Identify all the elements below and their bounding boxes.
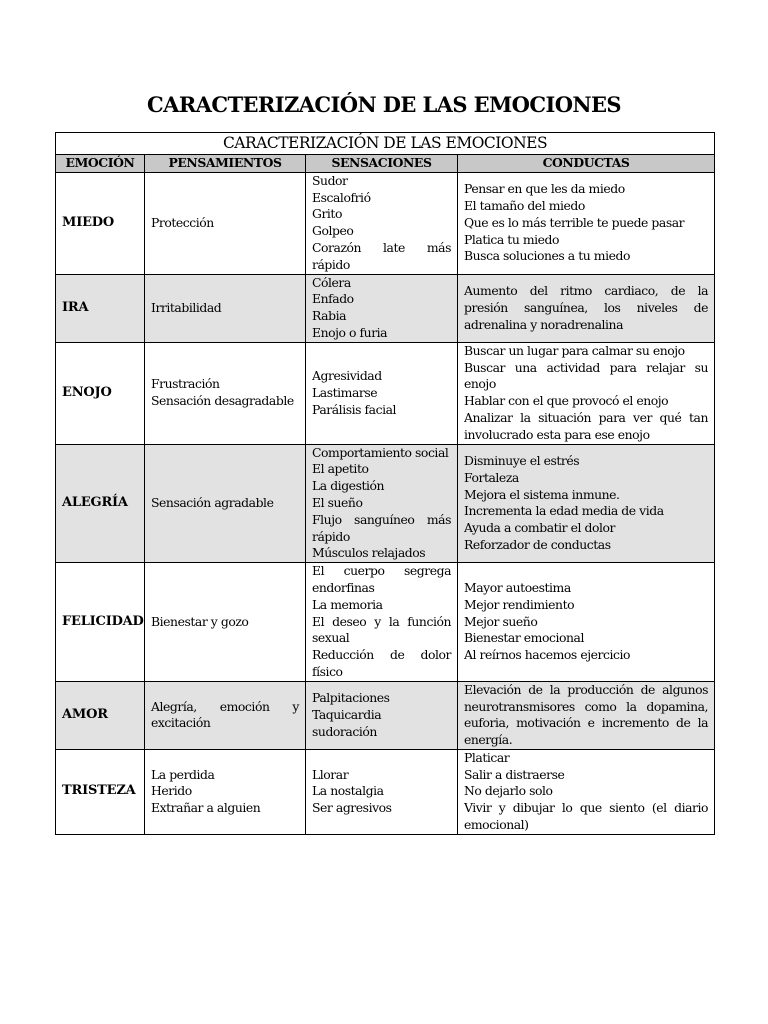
emotions-table [55, 132, 715, 835]
sensaciones-item: Flujo sanguíneo más rápido [312, 511, 451, 544]
sensaciones-cell [306, 274, 458, 342]
sensaciones-item: Lastimarse [312, 384, 378, 400]
pensamientos-cell [145, 563, 306, 682]
sensaciones-item: Enfado [312, 291, 354, 307]
sensaciones-item: El cuerpo segrega endorfinas [312, 563, 451, 595]
pensamientos-cell [145, 274, 306, 342]
sensaciones-item: Sudor [312, 172, 348, 188]
sensaciones-item: El apetito [312, 461, 369, 477]
emotion-cell: TRISTEZA [56, 749, 145, 834]
conductas-item: Que es lo más terrible te puede pasar [464, 214, 685, 230]
pensamientos-cell [145, 342, 306, 444]
emotion-cell: FELICIDAD [56, 563, 145, 682]
conductas-item: Elevación de la producción de algunos neurotransmisores como la dopamina, euforia, motivación e incremento de la energía. [464, 681, 709, 748]
sensaciones-item: El sueño [312, 494, 363, 510]
column-header-sensaciones: SENSACIONES [306, 155, 458, 173]
conductas-item: Mayor autoestima [464, 579, 571, 595]
sensaciones-item: Cólera [312, 274, 351, 290]
sensaciones-cell [306, 749, 458, 834]
pensamientos-cell [145, 172, 306, 274]
sensaciones-item: Reducción de dolor físico [312, 647, 451, 679]
conductas-cell [458, 749, 715, 834]
conductas-item: Ayuda a combatir el dolor [464, 520, 616, 536]
sensaciones-item: La memoria [312, 596, 383, 612]
table-row [56, 563, 715, 682]
sensaciones-item: El deseo y la función sexual [312, 613, 451, 646]
conductas-item: No dejarlo solo [464, 783, 553, 799]
pensamientos-item: Alegría, emoción y excitación [151, 698, 299, 731]
conductas-cell [458, 342, 715, 444]
conductas-item: Hablar con el que provocó el enojo [464, 393, 669, 409]
sensaciones-item: Parálisis facial [312, 401, 397, 417]
conductas-item: Platicar [464, 749, 510, 765]
emotion-cell: MIEDO [56, 172, 145, 274]
table-row [56, 172, 715, 274]
sensaciones-item: Escalofrió [312, 189, 371, 205]
conductas-item: Salir a distraerse [464, 766, 565, 782]
conductas-cell [458, 444, 715, 563]
table-header-row [56, 155, 715, 173]
sensaciones-item: Comportamiento social [312, 444, 449, 460]
conductas-cell [458, 274, 715, 342]
column-header-pensamientos: PENSAMIENTOS [145, 155, 306, 173]
conductas-item: Bienestar emocional [464, 630, 584, 646]
conductas-cell [458, 681, 715, 749]
conductas-item: Busca soluciones a tu miedo [464, 248, 630, 264]
conductas-item: Pensar en que les da miedo [464, 181, 625, 197]
conductas-item: Incrementa la edad media de vida [464, 503, 664, 519]
table-row [56, 342, 715, 444]
sensaciones-cell [306, 342, 458, 444]
conductas-item: Reforzador de conductas [464, 536, 611, 552]
sensaciones-item: La digestión [312, 478, 385, 494]
conductas-item: El tamaño del miedo [464, 197, 585, 213]
table-body [56, 172, 715, 834]
sensaciones-item: Enojo o furia [312, 324, 388, 340]
conductas-item: Platica tu miedo [464, 231, 560, 247]
conductas-item: Mejora el sistema inmune. [464, 486, 620, 502]
pensamientos-cell [145, 681, 306, 749]
sensaciones-item: Corazón late más rápido [312, 239, 451, 272]
conductas-item: Buscar un lugar para calmar su enojo [464, 342, 685, 358]
sensaciones-item: Ser agresivos [312, 800, 392, 816]
conductas-item: Buscar una actividad para relajar su enojo [464, 359, 709, 392]
sensaciones-cell [306, 172, 458, 274]
pensamientos-item: Sensación agradable [151, 494, 274, 510]
sensaciones-item: sudoración [312, 723, 377, 739]
emotion-cell: ALEGRÍA [56, 444, 145, 563]
pensamientos-item: Bienestar y gozo [151, 613, 249, 629]
emotion-cell: IRA [56, 274, 145, 342]
sensaciones-cell [306, 681, 458, 749]
conductas-item: Aumento del ritmo cardiaco, de la presión sanguínea, los niveles de adrenalina y noradrenalina [464, 282, 709, 332]
pensamientos-item: Irritabilidad [151, 299, 222, 315]
sensaciones-item: Músculos relajados [312, 545, 426, 561]
pensamientos-item: La perdida [151, 766, 215, 782]
emotion-cell: ENOJO [56, 342, 145, 444]
pensamientos-cell [145, 749, 306, 834]
sensaciones-cell [306, 563, 458, 682]
conductas-item: Disminuye el estrés [464, 452, 580, 468]
sensaciones-item: Agresividad [312, 367, 382, 383]
column-header-emocion: EMOCIÓN [56, 155, 145, 173]
pensamientos-item: Protección [151, 214, 214, 230]
table-caption: CARACTERIZACIÓN DE LAS EMOCIONES [56, 133, 715, 155]
pensamientos-item: Frustración [151, 376, 220, 392]
emotion-cell: AMOR [56, 681, 145, 749]
pensamientos-item: Extrañar a alguien [151, 800, 261, 816]
table-row [56, 681, 715, 749]
column-header-conductas: CONDUCTAS [458, 155, 715, 173]
conductas-item: Vivir y dibujar lo que siento (el diario emocional) [464, 800, 709, 833]
conductas-item: Analizar la situación para ver qué tan involucrado esta para ese enojo [464, 409, 709, 442]
sensaciones-item: Rabia [312, 308, 347, 324]
pensamientos-cell [145, 444, 306, 563]
conductas-item: Mejor sueño [464, 613, 538, 629]
conductas-item: Al reírnos hacemos ejercicio [464, 647, 630, 663]
sensaciones-item: Grito [312, 206, 342, 222]
conductas-item: Mejor rendimiento [464, 596, 575, 612]
pensamientos-item: Herido [151, 783, 192, 799]
conductas-item: Fortaleza [464, 469, 519, 485]
conductas-cell [458, 172, 715, 274]
table-row [56, 749, 715, 834]
sensaciones-item: Taquicardia [312, 706, 382, 722]
sensaciones-item: Golpeo [312, 223, 354, 239]
sensaciones-item: La nostalgia [312, 783, 384, 799]
sensaciones-item: Palpitaciones [312, 690, 390, 706]
sensaciones-cell [306, 444, 458, 563]
table-row [56, 444, 715, 563]
table-row [56, 274, 715, 342]
pensamientos-item: Sensación desagradable [151, 393, 294, 409]
sensaciones-item: Llorar [312, 766, 349, 782]
page-title: CARACTERIZACIÓN DE LAS EMOCIONES [147, 92, 621, 117]
conductas-cell [458, 563, 715, 682]
